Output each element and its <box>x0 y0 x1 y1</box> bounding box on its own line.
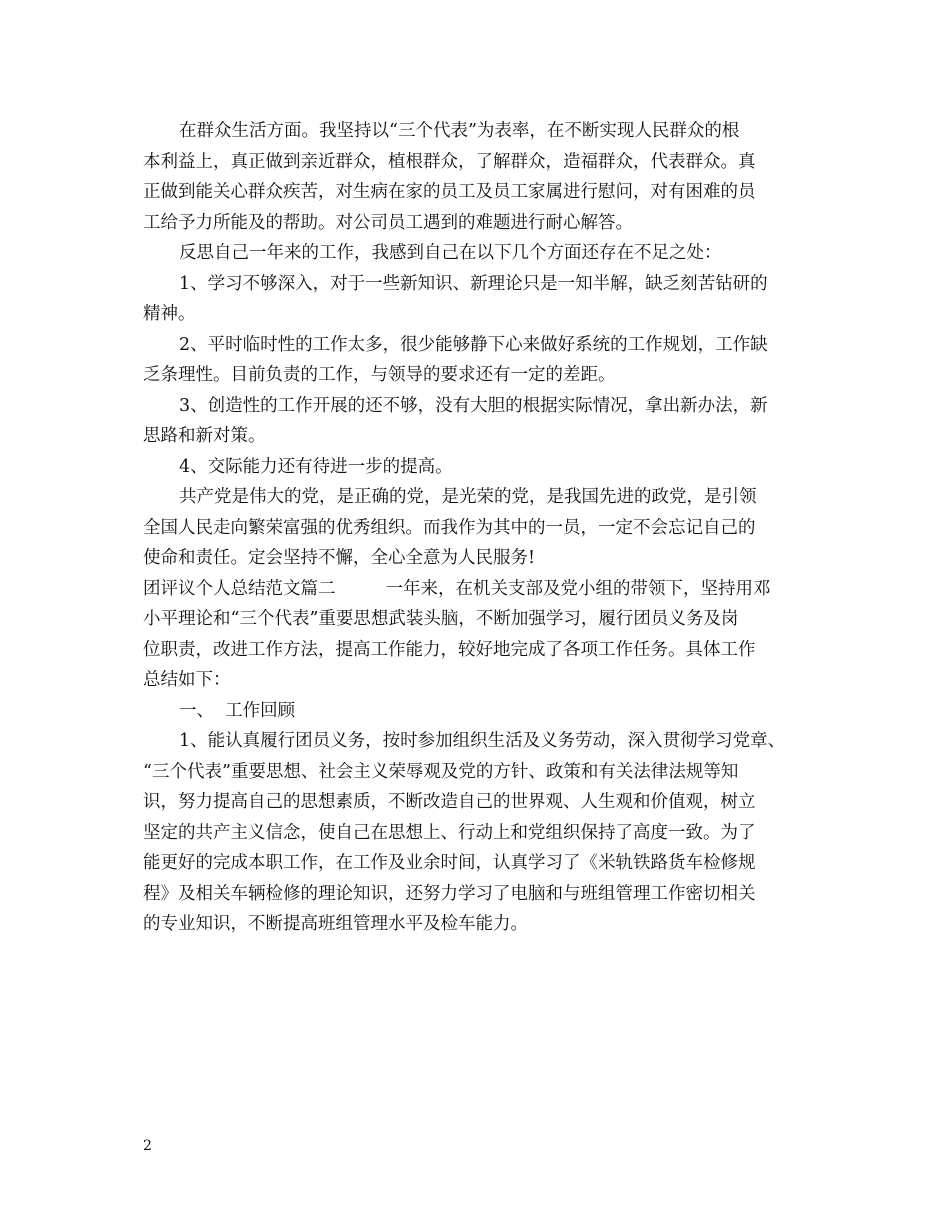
text-line: 位职责，改进工作方法，提高工作能力，较好地完成了各项工作任务。具体工作 <box>143 639 756 660</box>
text-line: 在群众生活方面。我坚持以“三个代表”为表率，在不断实现人民群众的根 <box>179 121 740 141</box>
text-line: 共产党是伟大的党，是正确的党，是光荣的党，是我国先进的政党，是引领 <box>179 487 757 507</box>
text-line: 全国人民走向繁荣富强的优秀组织。而我作为其中的一员，一定不会忘记自己的 <box>143 517 756 538</box>
text-line: 能更好的完成本职工作，在工作及业余时间，认真学习了《米轨铁路货车检修规 <box>143 853 756 873</box>
text-line: 反思自己一年来的工作，我感到自己在以下几个方面还存在不足之处： <box>179 243 722 263</box>
text-line: 本利益上，真正做到亲近群众，植根群众，了解群众，造福群众，代表群众。真 <box>143 151 756 172</box>
text-line: 识，努力提高自己的思想素质，不断改造自己的世界观、人生观和价值观，树立 <box>143 792 756 812</box>
text-line: 4、交际能力还有待进一步的提高。 <box>179 456 453 477</box>
text-line: 工给予力所能及的帮助。对公司员工遇到的难题进行耐心解答。 <box>143 212 633 233</box>
subheading-line: 一、 工作回顾 <box>179 700 296 721</box>
section-lead-text: 一年来，在机关支部及党小组的带领下，坚持用邓 <box>385 578 771 599</box>
text-line: “三个代表”重要思想、社会主义荣辱观及党的方针、政策和有关法律法规等知 <box>143 761 739 782</box>
text-line: 2、平时临时性的工作太多，很少能够静下心来做好系统的工作规划，工作缺 <box>179 334 768 355</box>
document-body <box>143 116 823 940</box>
text-line: 精神。 <box>143 304 196 324</box>
text-line: 程》及相关车辆检修的理论知识，还努力学习了电脑和与班组管理工作密切相关 <box>143 883 756 904</box>
page-number: 2 <box>143 1138 152 1154</box>
text-line: 3、创造性的工作开展的还不够，没有大胆的根据实际情况，拿出新办法，新 <box>179 395 768 416</box>
text-line: 使命和责任。定会坚持不懈，全心全意为人民服务! <box>143 548 536 568</box>
text-line: 的专业知识，不断提高班组管理水平及检车能力。 <box>143 914 528 934</box>
section-title: 团评议个人总结范文篇二 <box>143 578 336 599</box>
text-line: 正做到能关心群众疾苦，对生病在家的员工及员工家属进行慰问，对有困难的员 <box>143 182 756 202</box>
text-line: 小平理论和“三个代表”重要思想武装头脑，不断加强学习，履行团员义务及岗 <box>143 609 739 629</box>
text-line: 坚定的共产主义信念，使自己在思想上、行动上和党组织保持了高度一致。为了 <box>143 822 756 843</box>
text-line: 思路和新对策。 <box>143 426 266 446</box>
text-line: 总结如下： <box>143 670 231 690</box>
section-heading-line <box>143 574 823 605</box>
text-line: 1、能认真履行团员义务，按时参加组织生活及义务劳动，深入贯彻学习党章、 <box>179 731 786 751</box>
text-line: 1、学习不够深入，对于一些新知识、新理论只是一知半解，缺乏刻苦钻研的 <box>179 273 768 294</box>
text-line: 乏条理性。目前负责的工作，与领导的要求还有一定的差距。 <box>143 365 616 385</box>
